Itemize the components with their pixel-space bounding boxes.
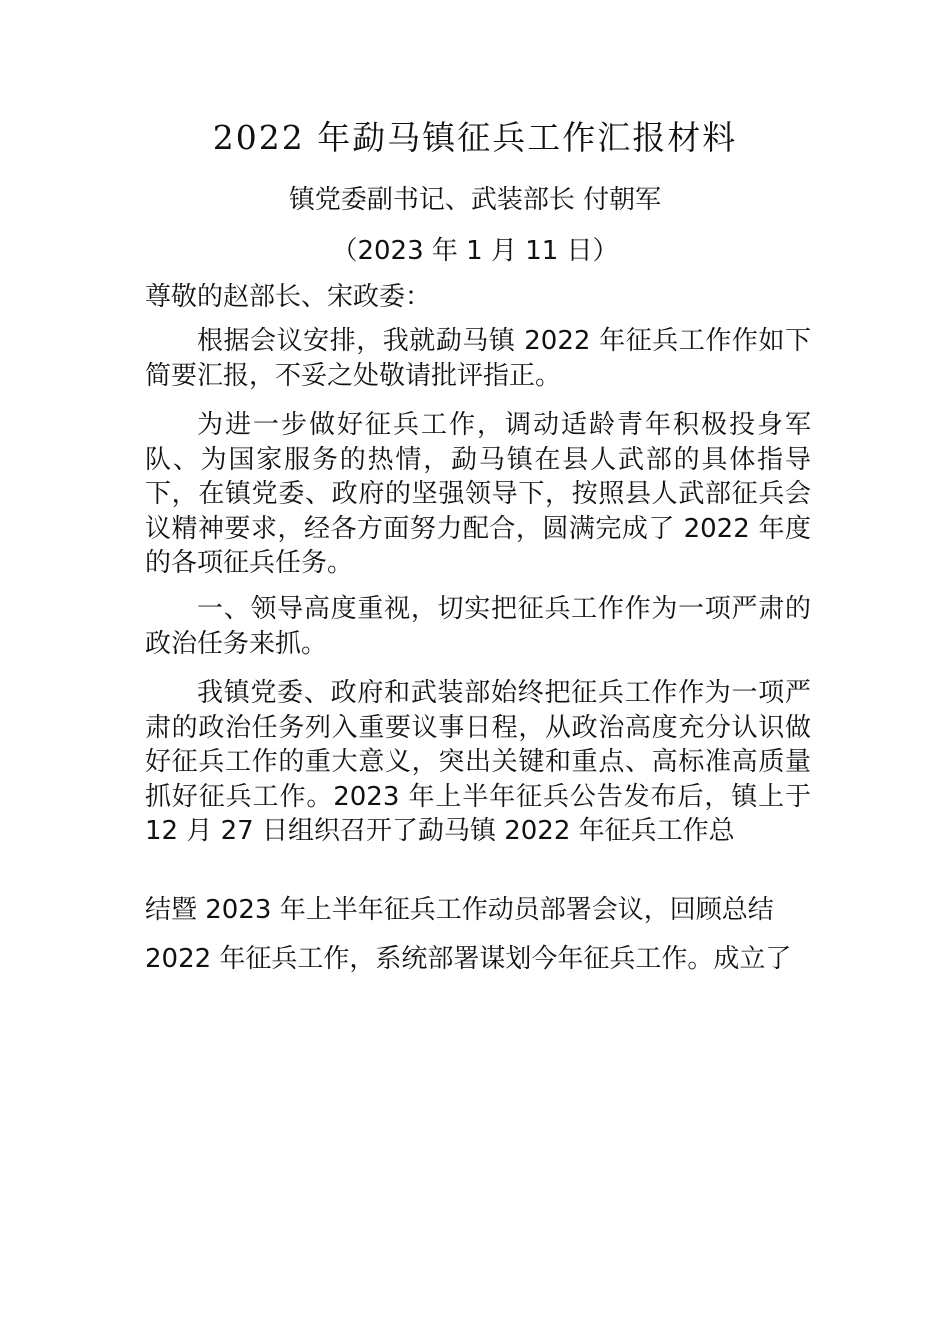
salutation: 尊敬的赵部长、宋政委： [145, 282, 432, 312]
date-line: （2023 年 1 月 11 日） [331, 236, 619, 266]
document-title: 2022 年勐马镇征兵工作汇报材料 [212, 118, 738, 157]
section-heading-1: 一、领导高度重视，切实把征兵工作作为一项严肃的政治任务来抓。 [145, 594, 811, 659]
author-line: 镇党委副书记、武装部长 付朝军 [288, 185, 662, 215]
continuation-line-1: 结暨 2023 年上半年征兵工作动员部署会议，回顾总结 [145, 895, 774, 925]
paragraph-section-1-body: 我镇党委、政府和武装部始终把征兵工作作为一项严肃的政治任务列入重要议事日程，从政治高度充分认识做好征兵工作的重大意义，突出关键和重点、高标准高质量抓好征兵工作。2023 年上半年征兵公告发布后，镇上于 12 月 27 日组织召开了勐马镇 2022 年征兵工作总 [145, 678, 811, 847]
paragraph-summary: 为进一步做好征兵工作，调动适龄青年积极投身军队、为国家服务的热情，勐马镇在县人武部的具体指导下，在镇党委、政府的坚强领导下，按照县人武部征兵会议精神要求，经各方面努力配合，圆满完成了 2022 年度的各项征兵任务。 [145, 410, 811, 579]
paragraph-intro: 根据会议安排，我就勐马镇 2022 年征兵工作作如下简要汇报，不妥之处敬请批评指正。 [145, 326, 811, 391]
continuation-line-2: 2022 年征兵工作，系统部署谋划今年征兵工作。成立了 [145, 944, 792, 974]
